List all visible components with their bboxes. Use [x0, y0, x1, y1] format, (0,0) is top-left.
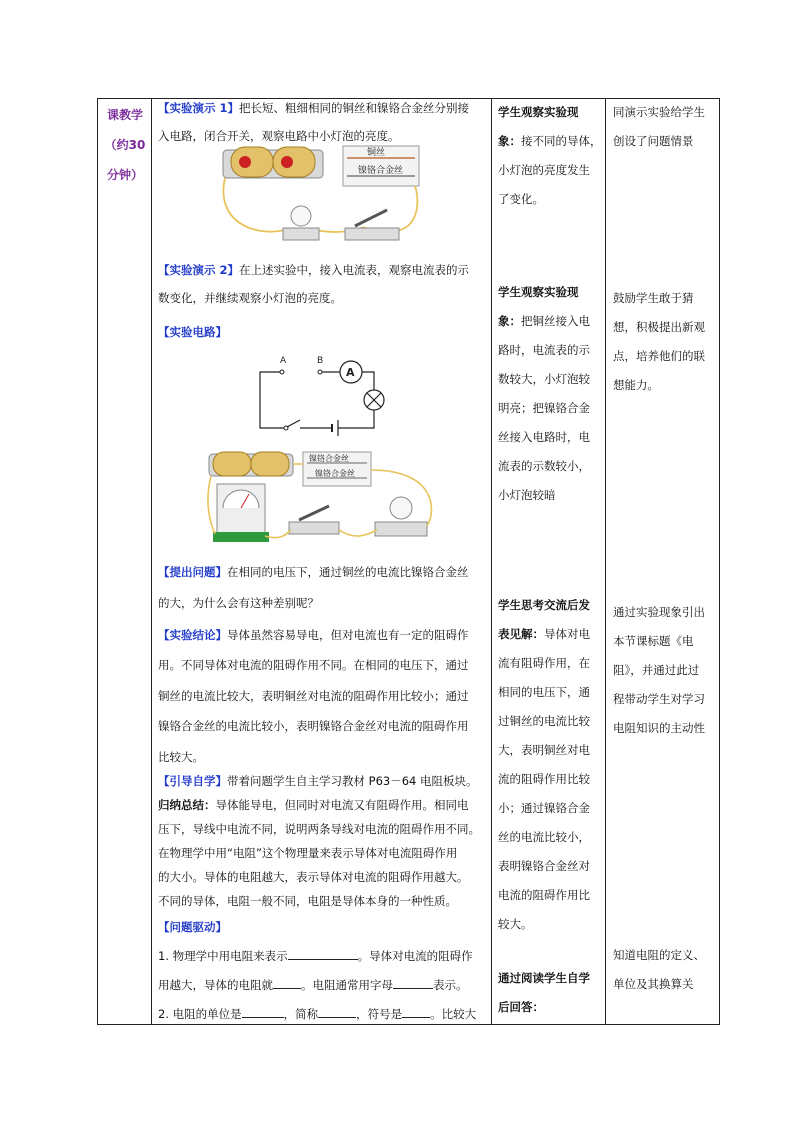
- battery-cell: [231, 147, 273, 177]
- student-think-line: 过铜丝的电流比较: [498, 714, 590, 728]
- design-note-4: [613, 941, 717, 999]
- summary-line: 在物理学中用“电阻”这个物理量来表示导体对电流阻碍作用: [158, 846, 458, 860]
- design-line: 鼓励学生敢于猜: [613, 291, 694, 305]
- student-think-line: 相同的电压下，通: [498, 685, 590, 699]
- q1-text: 表示。: [433, 978, 468, 992]
- student-obs1: [498, 98, 602, 214]
- student-obs2-line: 路时，电流表的示: [498, 343, 590, 357]
- guide-tag: 【引导自学】: [158, 774, 227, 788]
- student-think-line: 丝的电流比较小，: [498, 830, 590, 844]
- design-line: 同演示实验给学生: [613, 105, 705, 119]
- conclusion-text: 导体虽然容易导电，但对电流也有一定的阻碍作: [227, 628, 469, 642]
- circuit-diagram: [252, 352, 392, 444]
- plus-icon: [281, 156, 293, 168]
- answer-blank[interactable]: [393, 976, 433, 989]
- student-read-line: 后回答：: [498, 1000, 544, 1014]
- question-block: [158, 558, 488, 617]
- drive-tag: 【问题驱动】: [158, 920, 227, 934]
- switch-symbol: [287, 420, 300, 427]
- q2-text: 。比较大: [430, 1007, 477, 1021]
- design-line: 本节课标题《电: [613, 634, 694, 648]
- student-obs2-line: 小灯泡较暗: [498, 488, 556, 502]
- battery-cell: [251, 452, 289, 476]
- guide-text: 带着问题学生自主学习教材 P63－64 电阻板块。: [227, 774, 478, 788]
- student-obs2-line: 丝接入电路时，电: [498, 430, 590, 444]
- student-think-line: 小；通过镍铬合金: [498, 801, 590, 815]
- student-obs1-line: 了变化。: [498, 192, 544, 206]
- lead-wire: [395, 186, 417, 230]
- col-divider-3: [605, 98, 606, 1025]
- bulb-icon: [291, 206, 311, 226]
- lesson-table: [97, 98, 720, 1025]
- question-text: 的大，为什么会有这种差别呢？: [158, 596, 319, 610]
- conclusion-tag: 【实验结论】: [158, 628, 227, 642]
- question-tag: 【提出问题】: [158, 565, 227, 579]
- student-think-line: 较大。: [498, 917, 533, 931]
- conclusion-line: 铜丝的电流比较大，表明铜丝对电流的阻碍作用比较小；通过: [158, 688, 469, 703]
- table-right-border: [719, 98, 720, 1025]
- demo1-tag: 【实验演示 1】: [158, 101, 240, 115]
- summary-label: 归纳总结：: [158, 798, 216, 812]
- bulb-base: [375, 522, 427, 536]
- q2-text: 2. 电阻的单位是: [158, 1007, 242, 1021]
- demo2-apparatus-illustration: [205, 450, 445, 550]
- summary-line: 不同的导体，电阻一般不同，电阻是导体本身的一种性质。: [158, 894, 457, 908]
- student-think-label: 表见解：: [498, 627, 544, 641]
- demo1-text: 入电路，闭合开关，观察电路中小灯泡的亮度。: [158, 129, 400, 143]
- design-note-3: [613, 598, 717, 743]
- drive-block: [158, 913, 490, 1029]
- switch-lever: [299, 506, 329, 520]
- demo2-block: [158, 256, 488, 312]
- student-think-line: 大，表明铜丝对电: [498, 743, 590, 757]
- student-obs1-label: 学生观察实验现: [498, 105, 579, 119]
- bulb-icon: [390, 497, 412, 519]
- student-obs2: [498, 278, 602, 510]
- col-divider-2: [491, 98, 492, 1025]
- student-obs2-label: 学生观察实验现: [498, 285, 579, 299]
- answer-blank[interactable]: [242, 1005, 284, 1018]
- student-read: [498, 964, 602, 1022]
- student-think-line: 流有阻碍作用，在: [498, 656, 590, 670]
- demo2-text: 数变化，并继续观察小灯泡的亮度。: [158, 291, 342, 305]
- student-think-label: 学生思考交流后发: [498, 598, 590, 612]
- q1-text: 1. 物理学中用电阻来表示: [158, 949, 288, 963]
- design-line: 单位及其换算关: [613, 977, 694, 991]
- design-line: 点，培养他们的联: [613, 349, 705, 363]
- point-a-label: A: [280, 356, 287, 366]
- terminal-b: [318, 370, 322, 374]
- lead-wire: [339, 530, 377, 536]
- student-obs1-line: 小灯泡的亮度发生: [498, 163, 590, 177]
- lead-wire: [223, 178, 285, 232]
- lead-wire: [208, 476, 215, 534]
- conclusion-line: 比较大。: [158, 749, 204, 764]
- student-read-line: 通过阅读学生自学: [498, 971, 590, 985]
- switch-base: [345, 228, 399, 240]
- student-obs2-label: 象：: [498, 314, 521, 328]
- design-line: 想能力。: [613, 378, 659, 392]
- student-think: [498, 591, 602, 939]
- battery-cell: [273, 147, 315, 177]
- design-line: 想，积极提出新观: [613, 320, 705, 334]
- wire2-label: 镍铬合金丝: [358, 166, 404, 176]
- summary-line: 压下，导线中电流不同，说明两条导线对电流的阻碍作用不同。: [158, 822, 480, 836]
- student-obs1-label: 象：: [498, 134, 521, 148]
- q2-text: ，简称: [283, 1007, 319, 1021]
- table-left-border: [97, 98, 98, 1025]
- stage-label-line: 课教学: [106, 108, 143, 122]
- stage-label-line: （约30: [104, 138, 146, 152]
- switch-lever: [355, 210, 387, 226]
- point-b-label: B: [317, 356, 324, 366]
- demo1-apparatus-illustration: [215, 142, 425, 246]
- student-think-line: 电流的阻碍作用比: [498, 888, 590, 902]
- design-line: 电阻知识的主动性: [613, 721, 705, 735]
- conclusion-line: 用。不同导体对电流的阻碍作用不同。在相同的电压下，通过: [158, 658, 469, 673]
- answer-blank[interactable]: [273, 976, 301, 989]
- wire1-label: 镍铬合金丝: [309, 454, 349, 463]
- answer-blank[interactable]: [402, 1005, 430, 1018]
- demo1-text: 把长短、粗细相同的铜丝和镍铬合金丝分别接: [239, 101, 470, 115]
- battery-cell: [213, 452, 251, 476]
- bulb-base: [283, 228, 319, 240]
- design-line: 通过实验现象引出: [613, 605, 705, 619]
- student-think-line: 表明镍铬合金丝对: [498, 859, 590, 873]
- student-obs2-line: 数较大，小灯泡较: [498, 372, 590, 386]
- guide-block: [158, 769, 490, 913]
- stage-label-line: 分钟）: [106, 168, 143, 182]
- ammeter-symbol: A: [346, 366, 355, 379]
- conclusion-line: 镍铬合金丝的电流比较小，表明镍铬合金丝对电流的阻碍作用: [158, 719, 469, 734]
- circuit-wire: [362, 372, 374, 390]
- student-obs1-text: 接不同的导体，: [521, 134, 602, 148]
- circuit-tag: 【实验电路】: [158, 325, 227, 339]
- ammeter-base: [213, 532, 269, 542]
- question-text: 在相同的电压下，通过铜丝的电流比镍铬合金丝: [227, 565, 469, 579]
- q2-text: ，符号是: [356, 1007, 403, 1021]
- design-line: 创设了问题情景: [613, 134, 694, 148]
- terminal-a: [280, 370, 284, 374]
- design-line: 知道电阻的定义、: [613, 948, 705, 962]
- circuit-wire: [260, 372, 284, 428]
- student-obs2-line: 明亮；把镍铬合金: [498, 401, 590, 415]
- design-line: 阻》，并通过此过: [613, 663, 700, 677]
- design-note-2: [613, 284, 717, 400]
- student-think-line: 流的阻碍作用比较: [498, 772, 590, 786]
- q1-text: 。导体对电流的阻碍作: [357, 949, 473, 963]
- conclusion-block: [158, 620, 490, 772]
- student-obs2-line: 流表的示数较小，: [498, 459, 590, 473]
- wire2-label: 镍铬合金丝: [315, 469, 355, 478]
- stage-label: [99, 100, 151, 190]
- q1-text: 。电阻通常用字母: [301, 978, 393, 992]
- design-line: 程带动学生对学习: [613, 692, 705, 706]
- summary-text: 导体能导电，但同时对电流又有阻碍作用。相同电: [215, 798, 469, 812]
- student-think-text: 导体对电: [544, 627, 590, 641]
- circuit-wire: [338, 410, 374, 428]
- student-obs2-text: 把铜丝接入电: [521, 314, 590, 328]
- demo2-text: 在上述实验中，接入电流表，观察电流表的示: [239, 263, 470, 277]
- switch-base: [289, 522, 339, 534]
- answer-blank[interactable]: [318, 1005, 356, 1018]
- answer-blank[interactable]: [288, 947, 358, 960]
- summary-line: 的大小。导体的电阻越大，表示导体对电流的阻碍作用越大。: [158, 870, 469, 884]
- col-divider-1: [151, 98, 152, 1025]
- circuit-tag-block: [158, 318, 227, 346]
- wire1-label: 铜丝: [367, 148, 386, 158]
- plus-icon: [239, 156, 251, 168]
- demo2-tag: 【实验演示 2】: [158, 263, 240, 277]
- design-note-1: [613, 98, 717, 156]
- q1-text: 用越大，导体的电阻就: [158, 978, 273, 992]
